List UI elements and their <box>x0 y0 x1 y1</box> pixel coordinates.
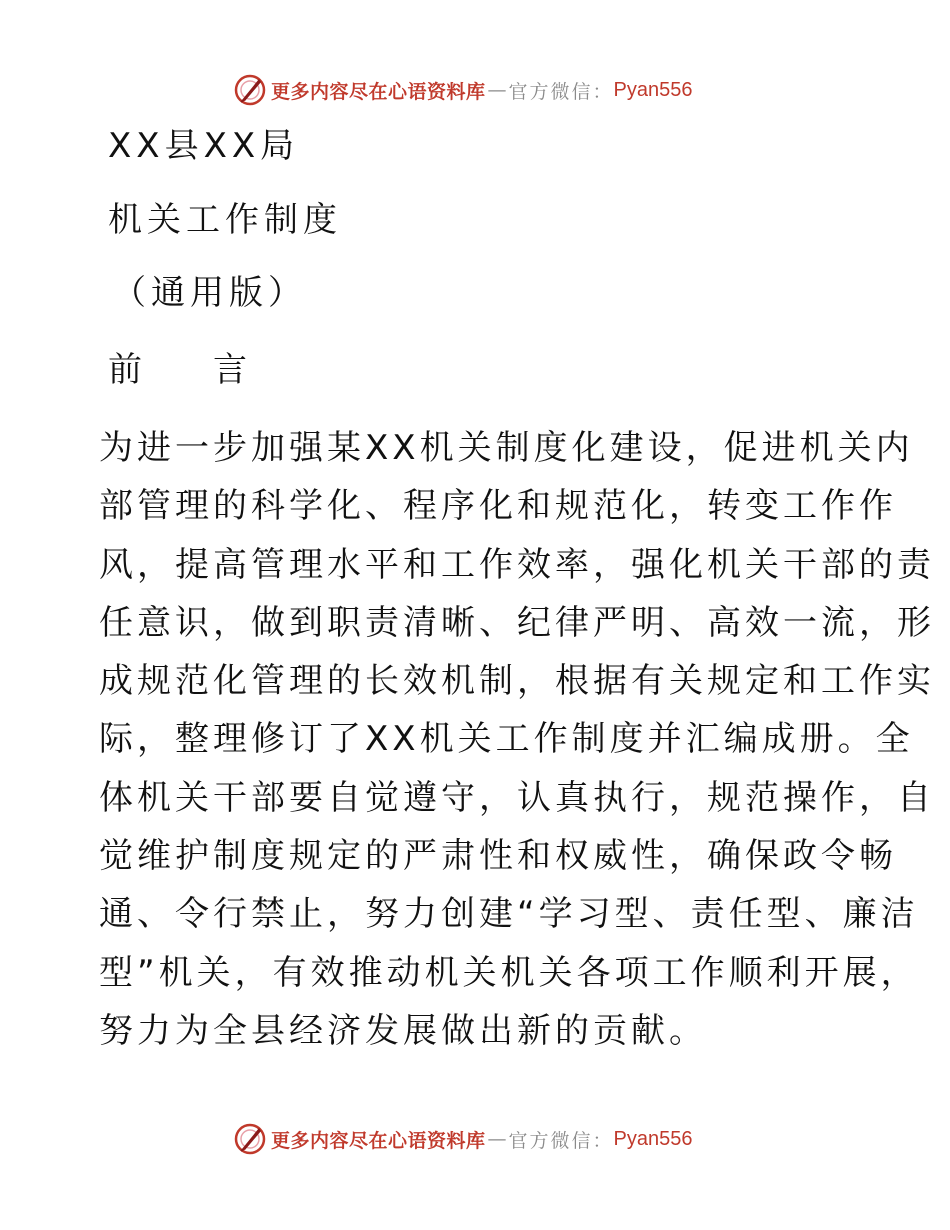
watermark-wechat-id: Pyan556 <box>613 78 693 101</box>
paragraph-line: 风，提高管理水平和工作效率，强化机关干部的责 <box>99 544 935 585</box>
paragraph-line: 觉维护制度规定的严肃性和权威性，确保政令畅 <box>99 836 897 877</box>
org-title: XX县XX局 <box>108 126 300 166</box>
doc-title: 机关工作制度 <box>108 200 342 240</box>
paragraph-line: 体机关干部要自觉遵守，认真执行，规范操作，自 <box>99 777 935 818</box>
paragraph-line: 部管理的科学化、程序化和规范化，转变工作作 <box>99 486 897 527</box>
watermark-dash: — <box>487 79 507 101</box>
paragraph-line: 型”机关，有效推动机关机关各项工作顺利开展， <box>99 952 919 993</box>
preface-paragraph <box>99 419 935 1060</box>
paragraph-line: 努力为全县经济发展做出新的贡献。 <box>99 1010 707 1051</box>
paragraph-line: 为进一步加强某XX机关制度化建设，促进机关内 <box>99 428 914 468</box>
paragraph-line: 际，整理修订了XX机关工作制度并汇编成册。全 <box>99 719 914 760</box>
edition-label: （通用版） <box>112 273 307 313</box>
header-watermark <box>233 72 693 108</box>
watermark-text: 更多内容尽在心语资料库 <box>271 1129 486 1152</box>
watermark-wechat-id: Pyan556 <box>613 1127 693 1150</box>
watermark-official-label: 官方微信： <box>508 1129 614 1152</box>
preface-heading <box>108 350 252 390</box>
preface-heading-char-1: 前 <box>108 350 147 390</box>
watermark-dash: — <box>487 1128 507 1150</box>
footer-watermark <box>233 1121 693 1157</box>
paragraph-line: 成规范化管理的长效机制，根据有关规定和工作实 <box>99 661 935 702</box>
watermark-text: 更多内容尽在心语资料库 <box>271 80 486 103</box>
paragraph-line: 通、令行禁止，努力创建“学习型、责任型、廉洁 <box>99 894 919 935</box>
quill-pen-logo-icon <box>233 1122 267 1156</box>
preface-heading-char-2: 言 <box>213 350 252 390</box>
watermark-official-label: 官方微信： <box>508 80 614 103</box>
paragraph-line: 任意识，做到职责清晰、纪律严明、高效一流，形 <box>99 602 935 643</box>
quill-pen-logo-icon <box>233 73 267 107</box>
